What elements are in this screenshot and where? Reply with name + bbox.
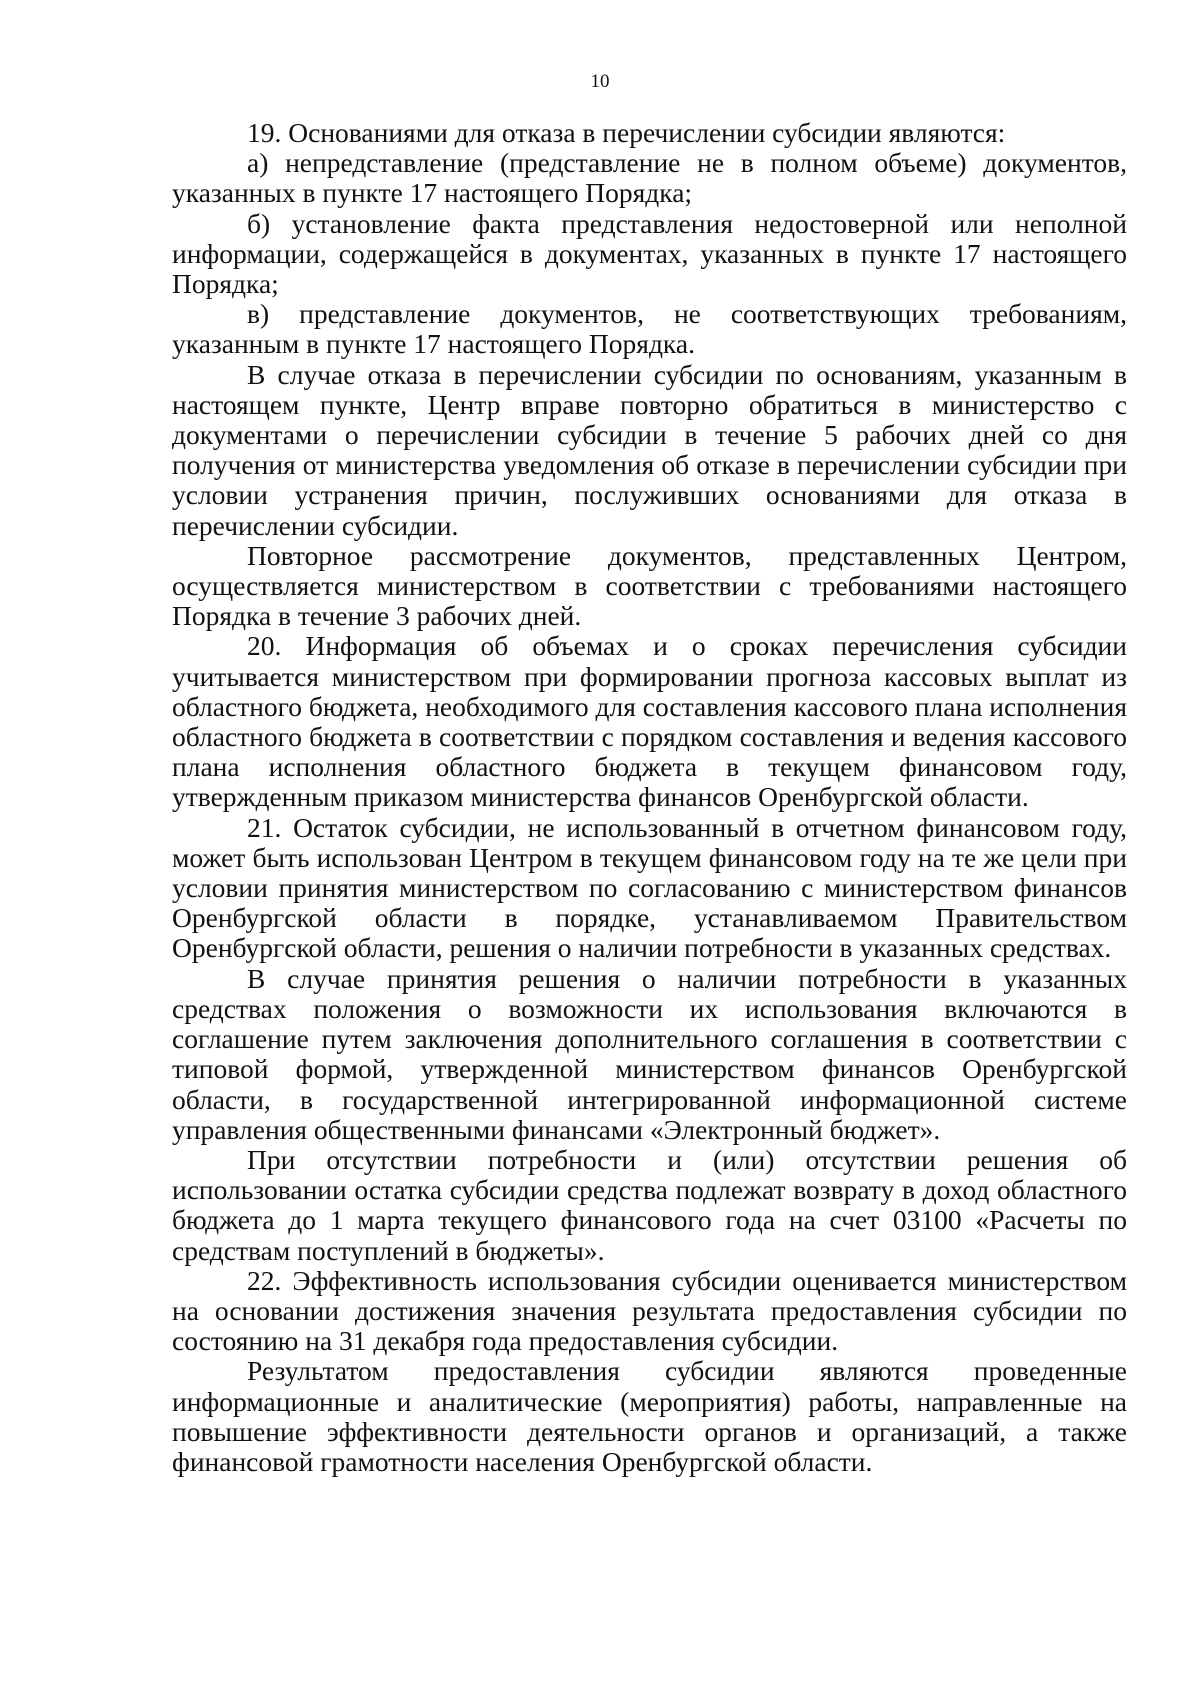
paragraph-19: 19. Основаниями для отказа в перечислении субсидии являются: — [247, 117, 1006, 148]
paragraph-19c: в) представление документов, не соответствующих требованиям, указанным в пункте 17 настоящего Порядка. — [172, 298, 1127, 360]
document-body — [172, 118, 1127, 1477]
paragraph-20: 20. Информация об объемах и о сроках перечисления субсидии учитывается министерством при формировании прогноза кассовых выплат из областного бюджета, необходимого для составления кассового плана исполнения областного бюджета в соответствии с порядком составления и ведения кассового плана исполнения областного бюджета в текущем финансовом году, утвержденным приказом министерства финансов Оренбургской области. — [172, 630, 1127, 813]
paragraph-refusal-case: В случае отказа в перечислении субсидии по основаниям, указанным в настоящем пункте, Центр вправе повторно обратиться в министерство с документами о перечислении субсидии в течение 5 рабочих дней со дня получения от министерства уведомления об отказе в перечислении субсидии при условии устранения причин, послуживших основаниями для отказа в перечислении субсидии. — [172, 358, 1127, 541]
paragraph-return-funds: При отсутствии потребности и (или) отсутствии решения об использовании остатка субсидии средства подлежат возврату в доход областного бюджета до 1 марта текущего финансового года на счет 03100 «Расчеты по средствам поступлений в бюджеты». — [172, 1143, 1127, 1266]
paragraph-19a: а) непредставление (представление не в полном объеме) документов, указанных в пункте 17 настоящего Порядка; — [172, 147, 1127, 209]
page-number: 10 — [590, 71, 610, 92]
paragraph-need-decision: В случае принятия решения о наличии потребности в указанных средствах положения о возможности их использования включаются в соглашение путем заключения дополнительного соглашения в соответствии с типовой формой, утвержденной министерством финансов Оренбургской области, в государственной интегрированной информационной системе управления общественными финансами «Электронный бюджет». — [172, 962, 1127, 1145]
paragraph-result: Результатом предоставления субсидии являются проведенные информационные и аналитические (мероприятия) работы, направленные на повышение эффективности деятельности органов и организаций, а также финансовой грамотности населения Оренбургской области. — [172, 1355, 1127, 1477]
paragraph-21: 21. Остаток субсидии, не использованный в отчетном финансовом году, может быть использован Центром в текущем финансовом году на те же цели при условии принятия министерством по согласованию с министерством финансов Оренбургской области в порядке, устанавливаемом Правительством Оренбургской области, решения о наличии потребности в указанных средствах. — [172, 811, 1127, 964]
paragraph-repeat-review: Повторное рассмотрение документов, представленных Центром, осуществляется министерством в соответствии с требованиями настоящего Порядка в течение 3 рабочих дней. — [172, 539, 1127, 632]
paragraph-22: 22. Эффективность использования субсидии оценивается министерством на основании достижения значения результата предоставления субсидии по состоянию на 31 декабря года предоставления субсидии. — [172, 1264, 1127, 1357]
paragraph-19b: б) установление факта представления недостоверной или неполной информации, содержащейся в документах, указанных в пункте 17 настоящего Порядка; — [172, 207, 1127, 300]
